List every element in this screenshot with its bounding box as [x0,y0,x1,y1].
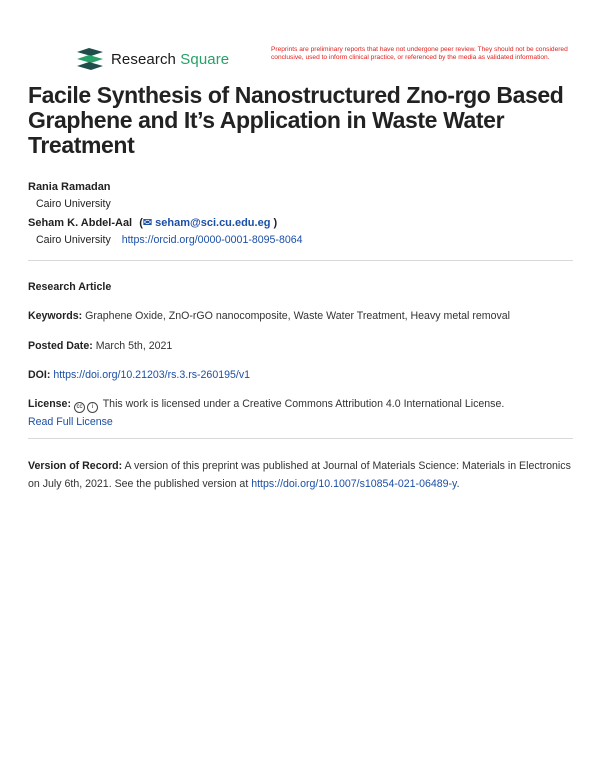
posted-date-row [28,337,573,355]
research-square-logo-icon [76,47,104,71]
posted-date-value: March 5th, 2021 [95,340,173,352]
divider [28,438,573,439]
doi-row [28,366,573,384]
author-name: Rania Ramadan [28,181,111,193]
author-affiliation: Cairo University [36,198,111,210]
version-of-record-label: Version of Record: [28,460,123,472]
by-icon: i [87,402,98,413]
license-text: This work is licensed under a Creative Commons Attribution 4.0 International License. [102,398,505,410]
read-full-license-link[interactable]: Read Full License [28,416,113,428]
research-square-logo[interactable] [76,46,229,72]
posted-date-label: Posted Date: [28,340,93,352]
published-version-link[interactable]: https://doi.org/10.1007/s10854-021-06489-y [251,478,457,490]
author-email-link[interactable]: seham@sci.cu.edu.eg [155,217,271,229]
author-name-corresponding: Seham K. Abdel-Aal (✉ seham@sci.cu.edu.eg ) [28,217,278,229]
keywords-row [28,307,573,325]
orcid-link[interactable]: https://orcid.org/0000-0001-8095-8064 [121,234,303,246]
paper-title: Facile Synthesis of Nanostructured Zno-rgo Based Graphene and It’s Application in Waste Water Treatment [28,82,564,158]
license-row [28,395,573,431]
version-of-record-text: A version of this preprint was published at Journal of Materials Science: Materials in Electronics on July 6th, 2021. See the published version at [28,460,571,490]
keywords-value: Graphene Oxide, ZnO-rGO nanocomposite, Waste Water Treatment, Heavy metal removal [85,310,511,322]
version-of-record [28,457,573,493]
preprint-disclaimer: Preprints are preliminary reports that have not undergone peer review. They should not be considered conclusive, used to inform clinical practice, or referenced by the media as validated information. [271,46,568,61]
divider [28,260,573,261]
keywords-label: Keywords: [28,310,83,322]
article-type: Research Article [28,281,112,293]
doi-label: DOI: [28,369,51,381]
doi-link[interactable]: https://doi.org/10.21203/rs.3.rs-260195/v1 [53,369,251,381]
cc-icon: cc [74,402,85,413]
license-label: License: [28,398,71,410]
envelope-icon: ✉ [142,217,153,229]
author-affiliation-row [36,234,303,246]
logo-text: Research Square [111,50,230,68]
author-name: Seham K. Abdel-Aal [28,217,133,229]
author-affiliation: Cairo University [36,234,111,246]
version-of-record-end: . [456,478,460,490]
